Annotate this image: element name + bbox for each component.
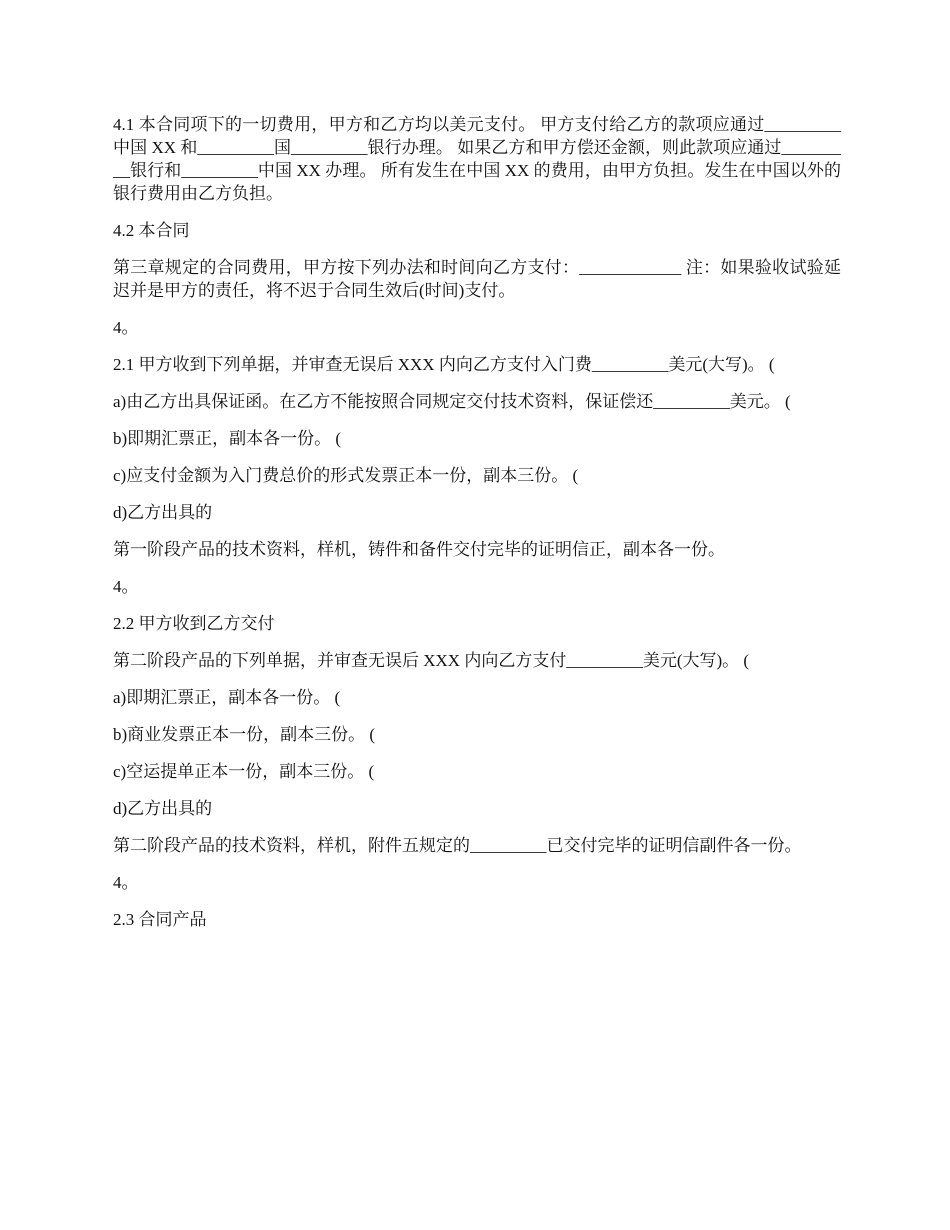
paragraph-4-2-heading: 4.2 本合同 <box>113 221 190 240</box>
paragraph-2-3-heading: 2.3 合同产品 <box>113 910 207 929</box>
paragraph-phase1-proof: 第一阶段产品的技术资料，样机，铸件和备件交付完毕的证明信正，副本各一份。 <box>113 540 725 559</box>
paragraph-4-1-payment-currency: 4.1 本合同项下的一切费用，甲方和乙方均以美元支付。 甲方支付给乙方的款项应通过_________中国 XX 和_________国_________银行办理。 如果乙方和甲方偿还金额，则此款项应通过_________银行和_________中国 XX 办理。 所有发生在中国 XX 的费用，由甲方负担。发生在中国以外的银行费用由乙方负担。 <box>113 115 841 203</box>
paragraph-2-1-entry-fee: 2.1 甲方收到下列单据，并审查无误后 XXX 内向乙方支付入门费_________美元(大写)。 ( <box>113 355 775 374</box>
paragraph-item-a-draft: a)即期汇票正，副本各一份。 ( <box>113 688 341 707</box>
document-body <box>113 113 841 945</box>
paragraph-phase2-documents: 第二阶段产品的下列单据，并审查无误后 XXX 内向乙方支付_________美元(大写)。 ( <box>113 651 750 670</box>
paragraph-item-d-issued: d)乙方出具的 <box>113 799 213 818</box>
paragraph-section-number: 4。 <box>113 873 139 892</box>
paragraph-item-d-issued: d)乙方出具的 <box>113 503 213 522</box>
paragraph-2-2-heading: 2.2 甲方收到乙方交付 <box>113 614 275 633</box>
paragraph-section-number: 4。 <box>113 577 139 596</box>
paragraph-section-number: 4。 <box>113 318 139 337</box>
paragraph-phase2-proof: 第二阶段产品的技术资料，样机，附件五规定的_________已交付完毕的证明信副件各一份。 <box>113 836 802 855</box>
paragraph-item-c-invoice: c)应支付金额为入门费总价的形式发票正本一份，副本三份。 ( <box>113 466 579 485</box>
paragraph-chapter3-payment: 第三章规定的合同费用，甲方按下列办法和时间向乙方支付：____________ 注：如果验收试验延迟并是甲方的责任，将不迟于合同生效后(时间)支付。 <box>113 258 841 300</box>
paragraph-item-c-airway-bill: c)空运提单正本一份，副本三份。 ( <box>113 762 375 781</box>
paragraph-item-a-guarantee: a)由乙方出具保证函。在乙方不能按照合同规定交付技术资料，保证偿还_________美元。 ( <box>113 392 791 411</box>
paragraph-item-b-commercial-invoice: b)商业发票正本一份，副本三份。 ( <box>113 725 376 744</box>
paragraph-item-b-draft: b)即期汇票正，副本各一份。 ( <box>113 429 342 448</box>
